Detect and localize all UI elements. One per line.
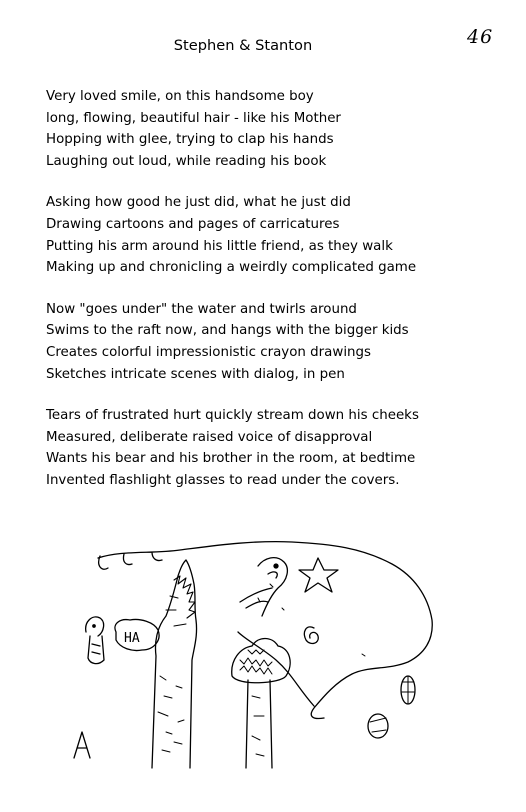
short-tree-bark — [252, 696, 264, 756]
poem-line: Putting his arm around his little friend, as they walk — [46, 238, 393, 254]
stanza — [46, 192, 506, 278]
squiggle-six — [304, 627, 318, 644]
poem-line: Very loved smile, on this handsome boy — [46, 89, 314, 104]
tall-tree-bark — [158, 676, 184, 752]
tall-tree-foliage — [166, 576, 195, 626]
poem-line: Measured, deliberate raised voice of disapproval — [46, 429, 373, 445]
poem-line: Now "goes under" the water and twirls around — [46, 301, 357, 317]
sky-dashes — [258, 584, 365, 656]
poem-line: Asking how good he just did, what he just did — [46, 195, 351, 211]
tent-shape — [74, 732, 90, 758]
tall-tree — [152, 560, 197, 768]
person-figure — [86, 617, 104, 664]
stanza — [46, 299, 506, 385]
speech-bubble-text: HA — [124, 631, 140, 646]
poem-line: Swims to the raft now, and hangs with the bigger kids — [46, 323, 409, 339]
poem-line: Drawing cartoons and pages of carricatures — [46, 216, 340, 232]
bird-icon — [240, 558, 287, 616]
poem-line: Creates colorful impressionistic crayon drawings — [46, 344, 372, 360]
poem-title: Stephen & Stanton — [173, 37, 313, 54]
poem-line: Invented flashlight glasses to read under the covers. — [46, 472, 400, 488]
stanza — [46, 86, 506, 172]
star-icon — [299, 558, 338, 592]
poem-line: long, flowing, beautiful hair - like his Mother — [46, 110, 341, 126]
poem-line: Wants his bear and his brother in the room, at bedtime — [46, 451, 416, 467]
poem-body — [46, 86, 506, 512]
sky-scribble — [98, 542, 432, 719]
child-pen-drawing — [62, 536, 448, 772]
poem-line: Tears of frustrated hurt quickly stream down his cheeks — [46, 408, 419, 424]
poem-line: Hopping with glee, trying to clap his hands — [46, 132, 334, 148]
beetle-icon — [368, 714, 388, 738]
poem-line: Making up and chronicling a weirdly complicated game — [46, 260, 417, 276]
poem-line: Sketches intricate scenes with dialog, in pen — [46, 366, 345, 382]
stanza — [46, 405, 506, 491]
page-number: 46 — [467, 26, 494, 48]
poem-line: Laughing out loud, while reading his book — [46, 153, 327, 169]
